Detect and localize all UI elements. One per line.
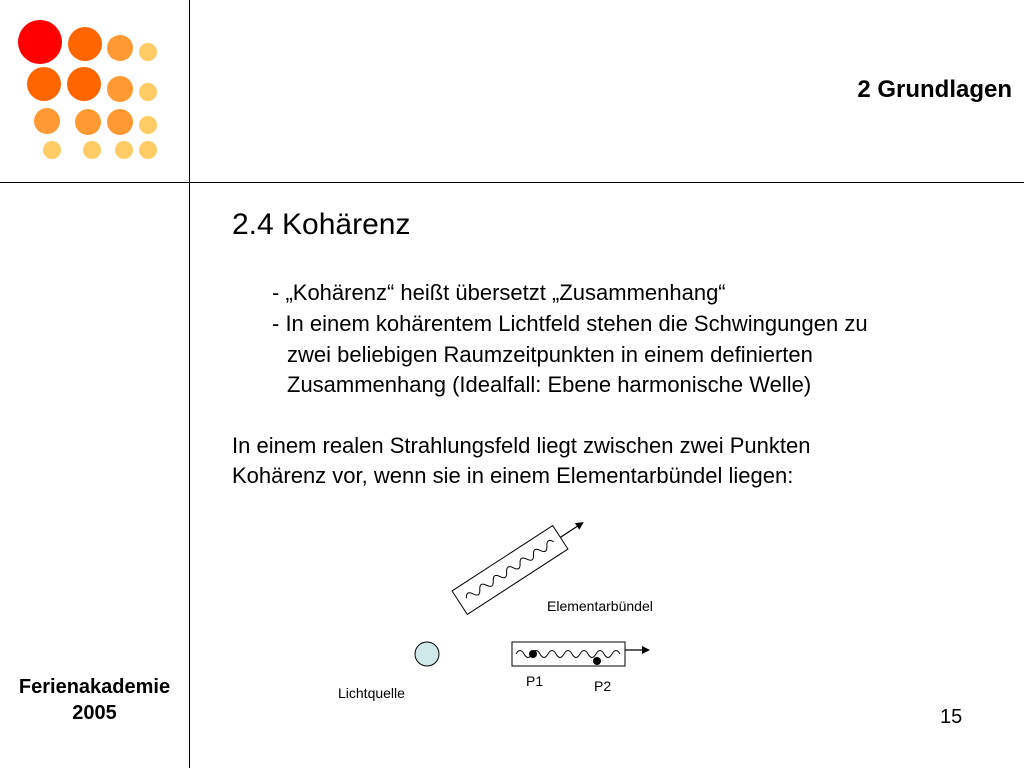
decorative-dot	[43, 141, 61, 159]
bundle-arrowhead	[575, 519, 586, 530]
decorative-dot	[67, 67, 101, 101]
point-p1	[529, 650, 537, 658]
footer-org-name: Ferienakademie	[18, 676, 171, 698]
decorative-dot	[115, 141, 133, 159]
horizontal-arrowhead	[642, 646, 650, 654]
bullet-1: - „Kohärenz“ heißt übersetzt „Zusammenhang“	[272, 280, 726, 305]
decorative-dot	[27, 67, 61, 101]
bullet-2-continued-2: Zusammenhang (Idealfall: Ebene harmonische Welle)	[287, 372, 812, 397]
light-source-label: Lichtquelle	[338, 685, 405, 701]
horizontal-divider	[0, 182, 1024, 183]
paragraph-line-2: Kohärenz vor, wenn sie in einem Elementarbündel liegen:	[232, 463, 794, 488]
bullet-2-continued-1: zwei beliebigen Raumzeitpunkten in einem definierten	[287, 342, 813, 367]
p2-label: P2	[594, 678, 612, 694]
horizontal-bundle-box	[512, 642, 625, 666]
bullet-2: - In einem kohärentem Lichtfeld stehen die Schwingungen zu	[272, 311, 868, 336]
decorative-dot	[34, 108, 60, 134]
section-title: 2 Grundlagen	[857, 76, 1012, 103]
decorative-dot	[83, 141, 101, 159]
page-number: 15	[940, 706, 963, 728]
decorative-dot	[139, 116, 157, 134]
decorative-dot-grid	[0, 0, 189, 182]
decorative-dot	[107, 76, 133, 102]
slide-heading: 2.4 Kohärenz	[232, 208, 411, 241]
decorative-dot	[75, 109, 101, 135]
footer-organization	[0, 674, 189, 726]
decorative-dot	[139, 43, 157, 61]
decorative-dot	[68, 27, 102, 61]
paragraph-line-1: In einem realen Strahlungsfeld liegt zwischen zwei Punkten	[232, 433, 811, 458]
decorative-dot	[139, 83, 157, 101]
decorative-dot	[139, 141, 157, 159]
coherence-diagram	[320, 500, 720, 720]
decorative-dot	[18, 20, 62, 64]
decorative-dot	[107, 109, 133, 135]
decorative-dot	[107, 35, 133, 61]
light-source	[415, 642, 439, 666]
p1-label: P1	[526, 673, 544, 689]
point-p2	[593, 657, 601, 665]
bundle-label: Elementarbündel	[547, 598, 653, 614]
footer-year: 2005	[72, 702, 117, 724]
vertical-divider	[189, 0, 190, 768]
